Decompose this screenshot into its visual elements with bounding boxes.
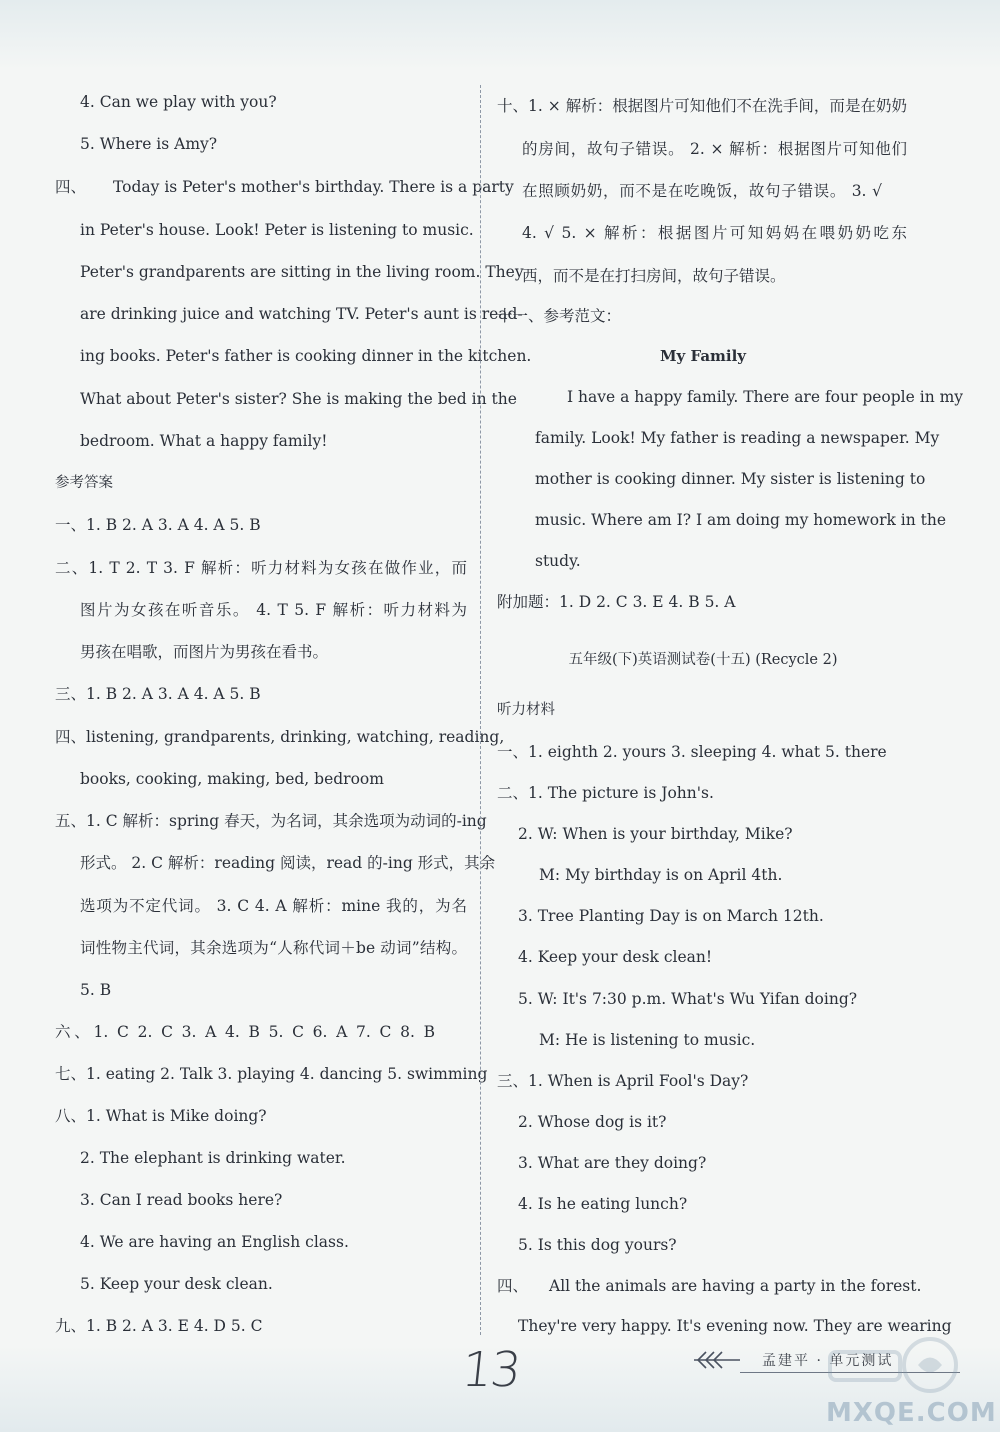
answer-line: 3. What are they doing? [518,1154,707,1172]
answer-line: 五、1. C 解析：spring 春天，为名词，其余选项为动词的-ing [55,812,487,830]
answer-line: 3. Can I read books here? [80,1191,283,1209]
section-label: 四、 [55,178,87,196]
section-heading: 十一、参考范文： [497,307,622,325]
answer-line: 4. √ 5. × 解析：根据图片可知妈妈在喂奶奶吃东 [522,224,907,242]
text-line: 4. Can we play with you? [80,93,277,111]
answer-line: 4. Is he eating lunch? [518,1195,688,1213]
answer-line: 八、1. What is Mike doing? [55,1107,267,1125]
answer-line: 选项为不定代词。 3. C 4. A 解析：mine 我的，为名 [80,897,467,915]
section-label: 四、 [497,1277,529,1295]
answer-line: 十、1. × 解析：根据图片可知他们不在洗手间，而是在奶奶 [497,97,907,115]
column-divider [480,85,481,1335]
essay-line: music. Where am I? I am doing my homework in the [535,511,947,529]
answer-line: 图片为女孩在听音乐。 4. T 5. F 解析：听力材料为 [80,601,467,619]
test-title: 五年级(下)英语测试卷(十五) (Recycle 2) [568,652,838,668]
answer-line: 一、1. B 2. A 3. A 4. A 5. B [55,516,261,534]
answer-line: 2. W: When is your birthday, Mike? [518,825,793,843]
answer-line: 四、listening, grandparents, drinking, watching, reading, [55,728,505,746]
answer-line: 5. Is this dog yours? [518,1236,677,1254]
watermark-text: MXQE.COM [826,1398,997,1428]
answer-line: 4. Keep your desk clean! [518,948,713,966]
answer-line: 二、1. The picture is John's. [497,784,714,802]
essay-line: I have a happy family. There are four people in my [567,388,964,406]
answer-line: 形式。 2. C 解析：reading 阅读，read 的-ing 形式，其余 [80,854,496,872]
answer-line: 二、1. T 2. T 3. F 解析：听力材料为女孩在做作业，而 [55,559,467,577]
answer-line: 在照顾奶奶，而不是在吃晚饭，故句子错误。 3. √ [522,182,882,200]
series-footer-text: 孟建平 · 单元测试 [762,1353,894,1369]
essay-title: My Family [659,347,747,365]
answer-line: 3. Tree Planting Day is on March 12th. [518,907,824,925]
page-number: 13 [459,1342,523,1398]
answer-line: 三、1. B 2. A 3. A 4. A 5. B [55,685,261,703]
section-heading: 听力材料 [497,702,555,718]
text-line: are drinking juice and watching TV. Peter's aunt is read- [80,305,523,323]
essay-line: family. Look! My father is reading a newspaper. My [535,429,940,447]
section-heading: 参考答案 [55,475,113,491]
answer-line: 4. We are having an English class. [80,1233,349,1251]
text-line: 5. Where is Amy? [80,135,218,153]
scan-top-band [0,0,1000,70]
answer-line: They're very happy. It's evening now. They are wearing [518,1317,952,1335]
text-line: Peter's grandparents are sitting in the living room. They [80,263,524,281]
answer-line: 附加题：1. D 2. C 3. E 4. B 5. A [497,593,736,611]
answer-line: M: My birthday is on April 4th. [539,866,783,884]
arrow-ornament-icon [692,1348,742,1372]
essay-line: mother is cooking dinner. My sister is listening to [535,470,926,488]
answer-line: 三、1. When is April Fool's Day? [497,1072,749,1090]
answer-line: 西，而不是在打扫房间，故句子错误。 [522,267,786,285]
text-line: bedroom. What a happy family! [80,432,328,450]
answer-line: 六、1. C 2. C 3. A 4. B 5. C 6. A 7. C 8. B [55,1023,435,1041]
answer-line: 男孩在唱歌，而图片为男孩在看书。 [80,643,329,661]
answer-line: M: He is listening to music. [539,1031,756,1049]
answer-line: 九、1. B 2. A 3. E 4. D 5. C [55,1317,263,1335]
answer-line: 5. Keep your desk clean. [80,1275,273,1293]
answer-line: 词性物主代词，其余选项为“人称代词＋be 动词”结构。 [80,939,467,957]
essay-line: study. [535,552,581,570]
answer-line: 一、1. eighth 2. yours 3. sleeping 4. what 5. there [497,743,887,761]
answer-line: 2. The elephant is drinking water. [80,1149,346,1167]
answer-line: 5. B [80,981,112,999]
answer-line: 七、1. eating 2. Talk 3. playing 4. dancing 5. swimming [55,1065,488,1083]
text-line: in Peter's house. Look! Peter is listening to music. [80,221,474,239]
answer-line: 的房间，故句子错误。 2. × 解析：根据图片可知他们 [522,140,907,158]
text-line: Today is Peter's mother's birthday. There is a party [113,178,514,196]
answer-line: All the animals are having a party in the forest. [549,1277,922,1295]
text-line: ing books. Peter's father is cooking dinner in the kitchen. [80,347,532,365]
answer-line: 2. Whose dog is it? [518,1113,667,1131]
answer-line: books, cooking, making, bed, bedroom [80,770,384,788]
text-line: What about Peter's sister? She is making the bed in the [80,390,517,408]
answer-line: 5. W: It's 7:30 p.m. What's Wu Yifan doing? [518,990,858,1008]
